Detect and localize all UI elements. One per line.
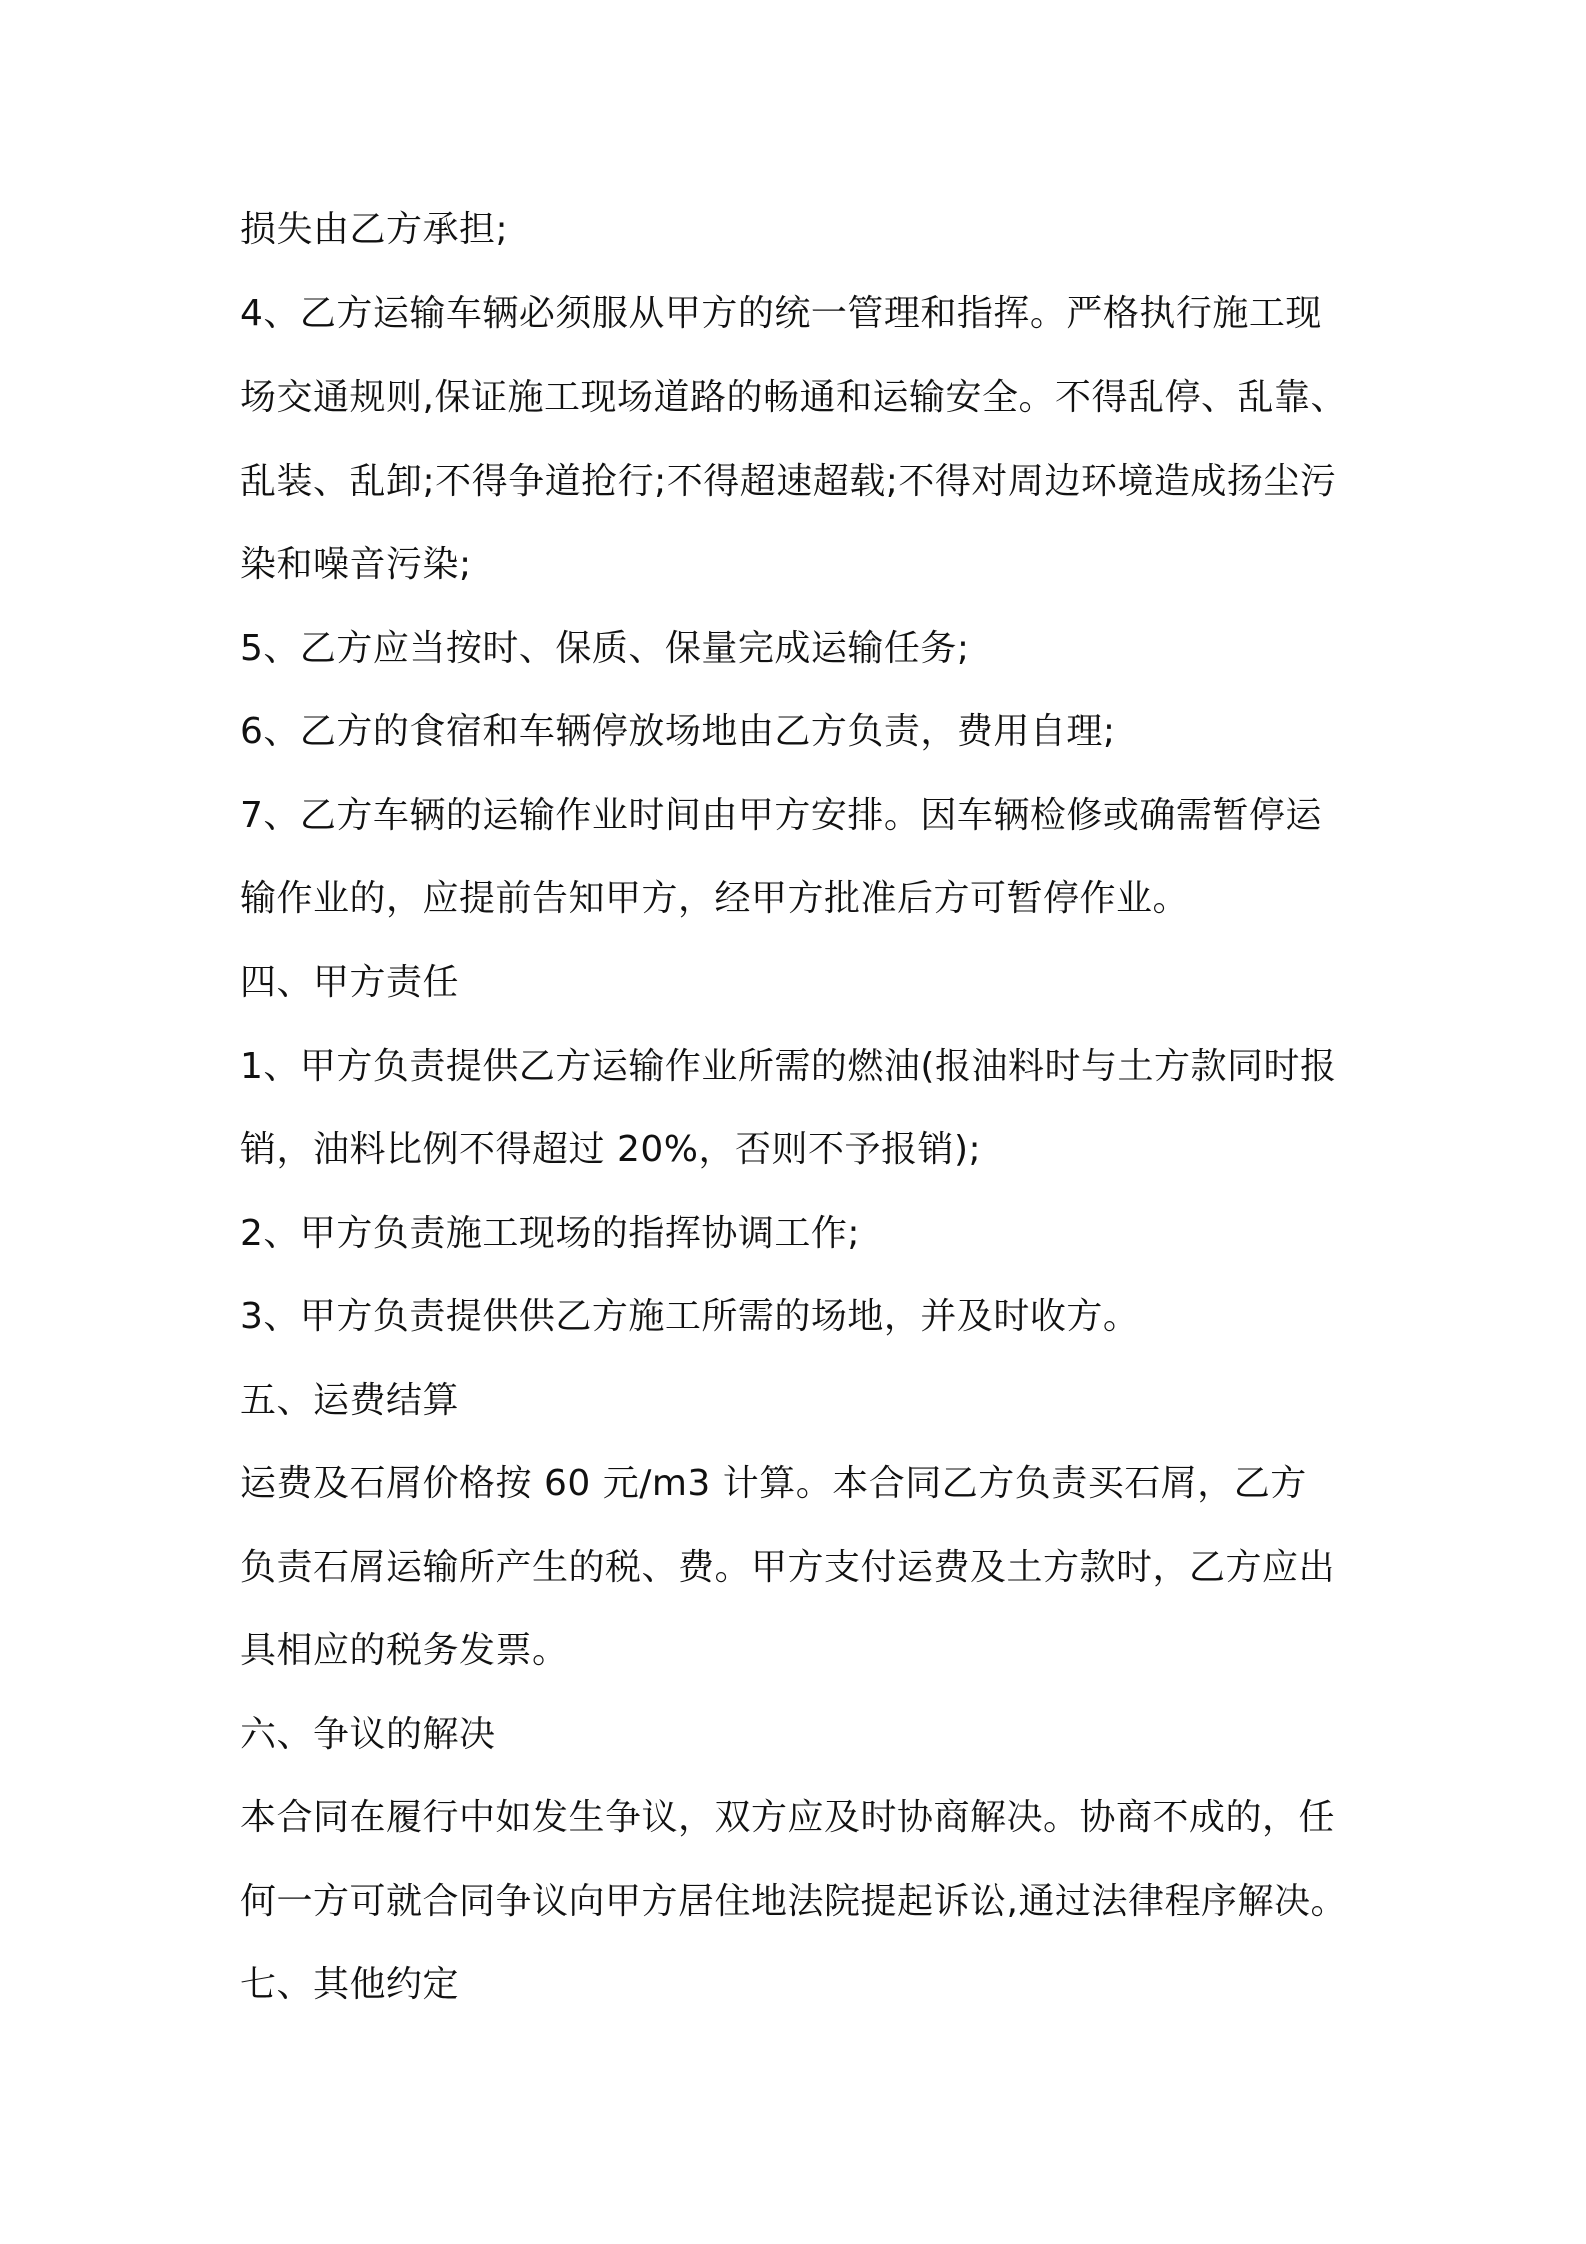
section-heading: 七、其他约定 xyxy=(240,1964,460,2005)
text-line: 何一方可就合同争议向甲方居住地法院提起诉讼,通过法律程序解决。 xyxy=(240,1881,1347,1922)
text-line: 本合同在履行中如发生争议，双方应及时协商解决。协商不成的，任 xyxy=(240,1797,1336,1838)
text-line: 销，油料比例不得超过 20%，否则不予报销); xyxy=(240,1129,982,1170)
text-line: 5、乙方应当按时、保质、保量完成运输任务; xyxy=(240,628,970,669)
text-line: 6、乙方的食宿和车辆停放场地由乙方负责，费用自理; xyxy=(240,711,1116,752)
text-line: 1、甲方负责提供乙方运输作业所需的燃油(报油料时与土方款同时报 xyxy=(240,1046,1337,1087)
text-line: 2、甲方负责施工现场的指挥协调工作; xyxy=(240,1213,861,1254)
text-line: 具相应的税务发票。 xyxy=(240,1630,569,1671)
text-line: 乱装、乱卸;不得争道抢行;不得超速超载;不得对周边环境造成扬尘污 xyxy=(240,461,1337,502)
text-line: 运费及石屑价格按 60 元/m3 计算。本合同乙方负责买石屑，乙方 xyxy=(240,1463,1307,1504)
text-line: 场交通规则,保证施工现场道路的畅通和运输安全。不得乱停、乱靠、 xyxy=(240,377,1347,418)
text-line: 负责石屑运输所产生的税、费。甲方支付运费及土方款时，乙方应出 xyxy=(240,1547,1336,1588)
text-line: 染和噪音污染; xyxy=(240,544,472,585)
text-line: 4、乙方运输车辆必须服从甲方的统一管理和指挥。严格执行施工现 xyxy=(240,293,1322,334)
section-heading: 六、争议的解决 xyxy=(240,1714,496,1755)
text-line: 3、甲方负责提供供乙方施工所需的场地，并及时收方。 xyxy=(240,1296,1140,1337)
text-line: 损失由乙方承担; xyxy=(240,209,509,250)
section-heading: 四、甲方责任 xyxy=(240,962,460,1003)
text-line: 7、乙方车辆的运输作业时间由甲方安排。因车辆检修或确需暂停运 xyxy=(240,795,1322,836)
section-heading: 五、运费结算 xyxy=(240,1380,460,1421)
text-line: 输作业的，应提前告知甲方，经甲方批准后方可暂停作业。 xyxy=(240,878,1190,919)
